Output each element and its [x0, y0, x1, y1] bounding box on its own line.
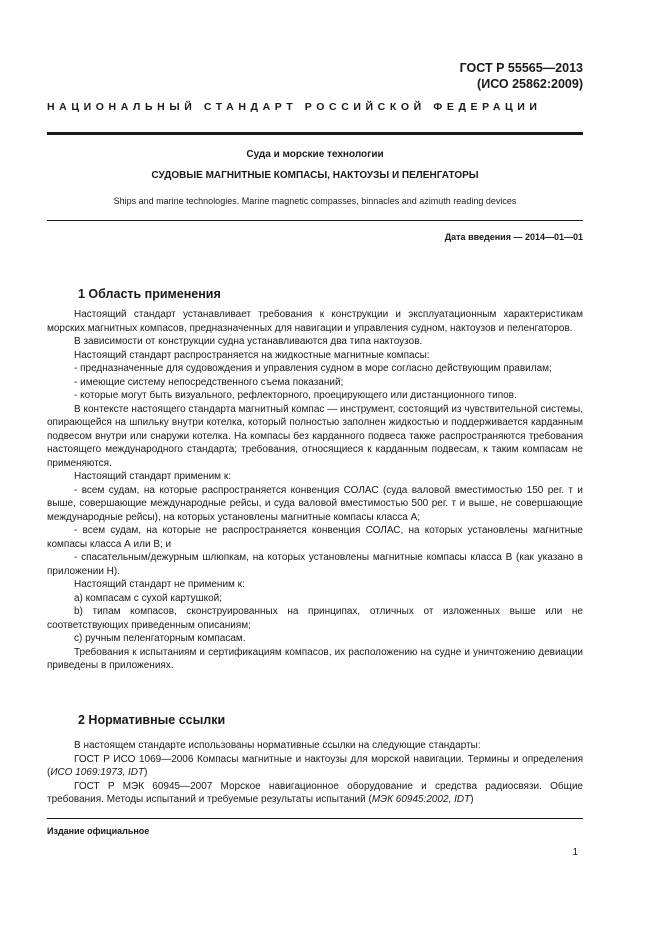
reference-close: )	[470, 794, 474, 805]
section-scope-body	[47, 308, 583, 673]
list-item: - всем судам, на которые не распространяется конвенция СОЛАС, на которых установлены магнитные компасы класса А или В; и	[47, 525, 583, 550]
paragraph: В контексте настоящего стандарта магнитный компас — инструмент, состоящий из чувствительной системы, опирающейся на шпильку внутри котелка, который полностью заполнен жидкостью и поддерживается карданным подвесом внутри или снаружи котелка. На компасы без карданного подвеса также распространяются требования настоящего международного стандарта; требования, относящиеся к карданным подвесам, к таким компасам не применяются.	[47, 403, 583, 469]
list-item: а) компасам с сухой картушкой;	[74, 592, 223, 604]
subject-line: Суда и морские технологии	[246, 149, 384, 160]
effective-date: Дата введения — 2014—01—01	[444, 232, 583, 242]
header-divider	[47, 132, 583, 135]
paragraph: В настоящем стандарте использованы нормативные ссылки на следующие стандарты:	[74, 740, 481, 751]
reference-close: )	[144, 767, 148, 778]
english-title: Ships and marine technologies. Marine magnetic compasses, binnacles and azimuth reading devices	[113, 196, 517, 206]
section-heading-references: 2 Нормативные ссылки	[78, 713, 226, 727]
list-item: b) типам компасов, сконструированных на принципах, отличных от изложенных выше или не соответствующих приведенным описаниям;	[47, 606, 583, 631]
reference-text: ГОСТ Р МЭК 60945—2007 Морское навигационное оборудование и средства радиосвязи. Общие требования. Методы испытаний и требуемые результаты испытаний (	[47, 780, 583, 805]
paragraph: В зависимости от конструкции судна устанавливаются два типа нактоузов.	[74, 336, 423, 347]
paragraph: Требования к испытаниям и сертификациям компасов, их расположению на судне и уничтожению девиации приведены в приложениях.	[47, 646, 583, 671]
paragraph: Настоящий стандарт устанавливает требования к конструкции и эксплуатационным характеристикам морских магнитных компасов, предназначенных для навигации и управления судном, нактоузов и пеленгаторов.	[47, 309, 583, 334]
page-number: 1	[572, 847, 578, 858]
document-title: СУДОВЫЕ МАГНИТНЫЕ КОМПАСЫ, НАКТОУЗЫ И ПЕЛЕНГАТОРЫ	[151, 170, 479, 181]
list-item: - имеющие систему непосредственного съема показаний;	[74, 376, 344, 388]
standard-code	[460, 60, 583, 92]
reference-iec: МЭК 60945:2002, IDT	[371, 794, 471, 805]
reference-text: ГОСТ Р ИСО 1069—2006 Компасы магнитные и нактоузы для морской навигации. Термины и определения (	[47, 753, 583, 778]
list-item: - которые могут быть визуального, рефлекторного, проецирующего или дистанционного типов.	[74, 390, 517, 401]
paragraph: Настоящий стандарт применим к:	[74, 471, 231, 482]
paragraph: Настоящий стандарт не применим к:	[74, 579, 245, 590]
paragraph: Настоящий стандарт распространяется на жидкостные магнитные компасы:	[74, 349, 430, 361]
section-references-body	[47, 739, 583, 807]
list-item: - предназначенные для судовождения и управления судном в море согласно действующим правилам;	[74, 363, 552, 374]
reference-iso: ИСО 1069:1973, IDT	[50, 767, 145, 778]
title-divider	[47, 220, 583, 221]
list-item: - спасательным/дежурным шлюпкам, на которых установлены магнитные компасы класса В (как указано в приложении Н).	[47, 552, 583, 577]
footer-divider	[47, 818, 583, 819]
official-edition-label: Издание официальное	[47, 826, 150, 836]
reference-item	[47, 780, 583, 807]
list-item: - всем судам, на которые распространяется конвенция СОЛАС (суда валовой вместимостью 150 рег. т и выше, совершающие международные рейсы, и суда валовой вместимостью 500 рег. т и выше, не совершающие международные рейсы), на которых установлены магнитные компасы класса А;	[47, 484, 583, 523]
standard-code-gost: ГОСТ Р 55565—2013	[459, 61, 583, 75]
section-heading-scope: 1 Область применения	[78, 287, 221, 301]
reference-item	[47, 753, 583, 780]
standard-code-iso: (ИСО 25862:2009)	[477, 77, 583, 91]
national-standard-banner: НАЦИОНАЛЬНЫЙ СТАНДАРТ РОССИЙСКОЙ ФЕДЕРАЦИИ	[47, 101, 542, 113]
list-item: c) ручным пеленгаторным компасам.	[74, 633, 246, 644]
